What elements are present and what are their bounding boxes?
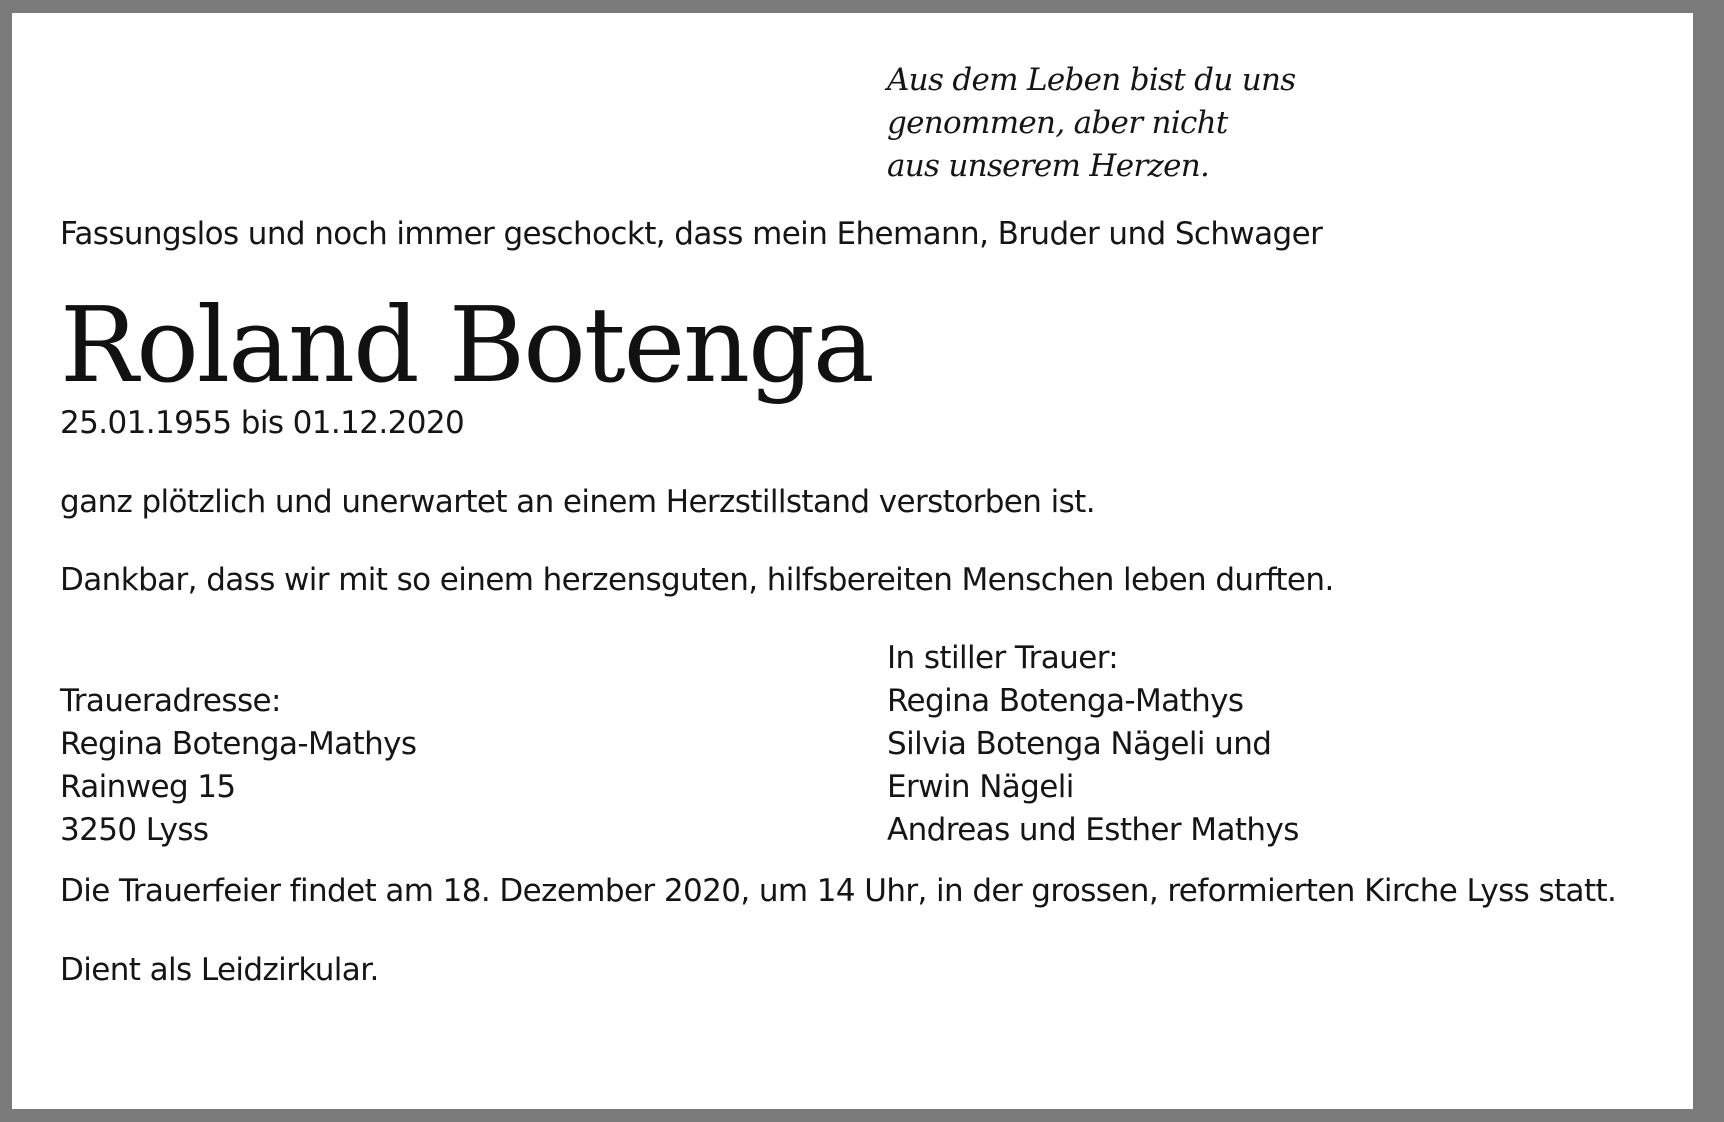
mourners-block <box>887 637 1299 852</box>
motto-quote <box>887 59 1295 188</box>
intro-text: Fassungslos und noch immer geschockt, dass mein Ehemann, Bruder und Schwager <box>60 216 1323 252</box>
address-line: Rainweg 15 <box>60 769 236 805</box>
mourner-name: Regina Botenga-Mathys <box>887 683 1244 719</box>
address-line: 3250 Lyss <box>60 812 209 848</box>
mourners-heading: In stiller Trauer: <box>887 640 1119 676</box>
deceased-name: Roland Botenga <box>60 284 873 406</box>
motto-line: genommen, aber nicht <box>887 105 1228 141</box>
life-dates: 25.01.1955 bis 01.12.2020 <box>60 405 465 441</box>
gratitude-text: Dankbar, dass wir mit so einem herzensguten, hilfsbereiten Menschen leben durften. <box>60 562 1334 598</box>
mourner-name: Silvia Botenga Nägeli und <box>887 726 1272 762</box>
mourner-name: Erwin Nägeli <box>887 769 1074 805</box>
motto-line: Aus dem Leben bist du uns <box>887 62 1296 98</box>
ceremony-text: Die Trauerfeier findet am 18. Dezember 2020, um 14 Uhr, in der grossen, reformierten Kirche Lyss statt. <box>60 873 1617 909</box>
address-block <box>60 680 416 852</box>
address-line: Regina Botenga-Mathys <box>60 726 417 762</box>
address-heading: Traueradresse: <box>60 683 281 719</box>
circular-note: Dient als Leidzirkular. <box>60 952 379 988</box>
motto-line: aus unserem Herzen. <box>887 148 1210 184</box>
passing-text: ganz plötzlich und unerwartet an einem Herzstillstand verstorben ist. <box>60 484 1095 520</box>
mourner-name: Andreas und Esther Mathys <box>887 812 1299 848</box>
obituary-notice <box>12 13 1693 1109</box>
